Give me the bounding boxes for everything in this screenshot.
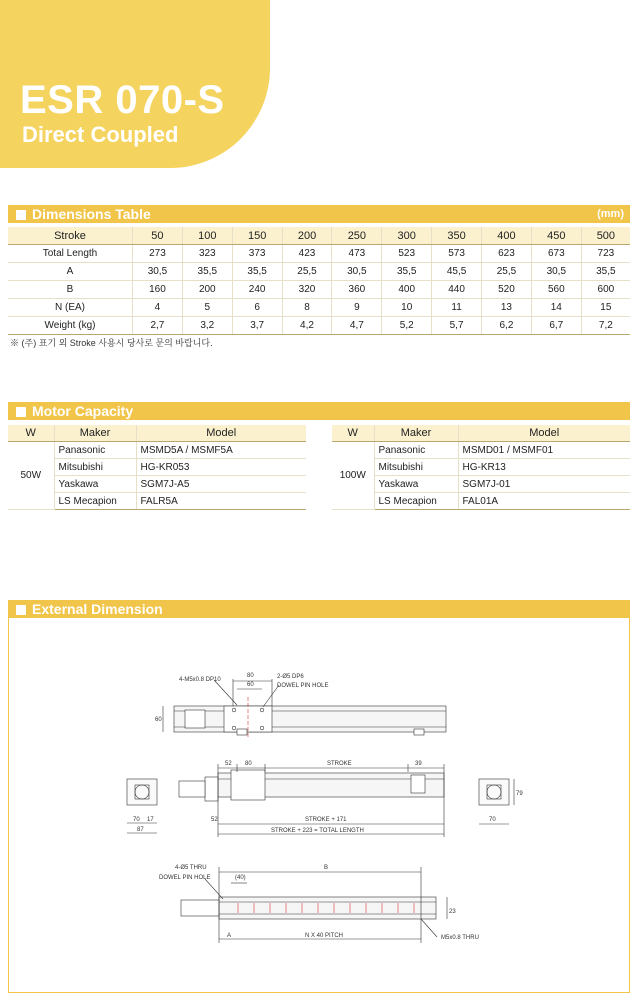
- table-row: [332, 476, 630, 493]
- dim-tap-label: 4-M5x0.8 DP10: [179, 677, 221, 683]
- dimensions-table: [8, 227, 630, 335]
- table-cell: 4,2: [282, 317, 332, 335]
- table-cell: 240: [232, 281, 282, 299]
- table-cell: 560: [531, 281, 581, 299]
- row-label: Total Length: [8, 245, 133, 263]
- table-row: [332, 442, 630, 459]
- table-cell: 160: [133, 281, 183, 299]
- dim-80-label: 80: [247, 673, 254, 679]
- table-row: [8, 442, 306, 459]
- header-stroke: Stroke: [8, 227, 133, 245]
- model-cell: MSMD01 / MSMF01: [458, 442, 630, 459]
- table-row: [8, 281, 630, 299]
- header-stroke-value: 200: [282, 227, 332, 245]
- table-cell: 523: [382, 245, 432, 263]
- dim-stroke-label: STROKE: [327, 761, 352, 767]
- table-cell: 440: [432, 281, 482, 299]
- dim-70-label: 70: [133, 817, 140, 823]
- table-cell: 473: [332, 245, 382, 263]
- col-w: W: [8, 425, 54, 442]
- dim-39-label: 39: [415, 761, 422, 767]
- dim-17-label: 17: [147, 817, 154, 823]
- dim-pitch-label: N X 40 PITCH: [305, 933, 344, 939]
- table-cell: 423: [282, 245, 332, 263]
- table-cell: 600: [581, 281, 630, 299]
- maker-cell: LS Mecapion: [54, 493, 136, 510]
- table-cell: 35,5: [581, 263, 630, 281]
- model-cell: FALR5A: [136, 493, 306, 510]
- hero-banner: [0, 0, 270, 168]
- maker-cell: Mitsubishi: [54, 459, 136, 476]
- side-view: [179, 764, 444, 837]
- dim-52b-label: 52: [211, 817, 218, 823]
- row-label: Weight (kg): [8, 317, 133, 335]
- table-cell: 25,5: [482, 263, 532, 281]
- table-cell: 35,5: [232, 263, 282, 281]
- table-cell: 673: [531, 245, 581, 263]
- dim-m5-label: M5x0.8 THRU: [441, 935, 479, 941]
- table-cell: 35,5: [382, 263, 432, 281]
- dim-40-label: (40): [235, 875, 246, 881]
- table-cell: 45,5: [432, 263, 482, 281]
- table-cell: 373: [232, 245, 282, 263]
- table-cell: 573: [432, 245, 482, 263]
- dim-h60-label: 60: [155, 717, 162, 723]
- table-cell: 25,5: [282, 263, 332, 281]
- technical-drawing: [9, 617, 629, 993]
- dim-dowel-label-2: DOWEL PIN HOLE: [277, 683, 329, 689]
- external-section-header: [8, 600, 630, 618]
- bottom-view: [181, 867, 447, 943]
- external-dimension-drawing: [8, 617, 630, 993]
- square-bullet-icon: [16, 407, 26, 417]
- dim-A-label: A: [227, 933, 232, 939]
- model-cell: FAL01A: [458, 493, 630, 510]
- dim-23-label: 23: [449, 909, 456, 915]
- product-subtitle: Direct Coupled: [22, 122, 179, 147]
- col-model: Model: [458, 425, 630, 442]
- dim-80b-label: 80: [245, 761, 252, 767]
- maker-cell: Mitsubishi: [374, 459, 458, 476]
- col-maker: Maker: [54, 425, 136, 442]
- table-cell: 13: [482, 299, 532, 317]
- dim-B-label: B: [324, 865, 329, 871]
- motor-table-50w: [8, 425, 306, 510]
- table-row: [8, 245, 630, 263]
- maker-cell: Panasonic: [54, 442, 136, 459]
- dimensions-heading: Dimensions Table: [32, 206, 151, 222]
- table-cell: 14: [531, 299, 581, 317]
- table-cell: 6: [232, 299, 282, 317]
- table-cell: 30,5: [133, 263, 183, 281]
- table-row: [8, 317, 630, 335]
- table-cell: 723: [581, 245, 630, 263]
- motor-section-header: [8, 402, 630, 420]
- table-cell: 10: [382, 299, 432, 317]
- table-cell: 360: [332, 281, 382, 299]
- table-cell: 2,7: [133, 317, 183, 335]
- maker-cell: Panasonic: [374, 442, 458, 459]
- dim-87-label: 87: [137, 827, 144, 833]
- header-stroke-value: 300: [382, 227, 432, 245]
- model-cell: HG-KR13: [458, 459, 630, 476]
- table-cell: 320: [282, 281, 332, 299]
- table-cell: 273: [133, 245, 183, 263]
- model-cell: MSMD5A / MSMF5A: [136, 442, 306, 459]
- header-stroke-value: 500: [581, 227, 630, 245]
- model-cell: HG-KR053: [136, 459, 306, 476]
- table-cell: 3,7: [232, 317, 282, 335]
- maker-cell: LS Mecapion: [374, 493, 458, 510]
- stroke-note: ※ (주) 표기 외 Stroke 사용시 당사로 문의 바랍니다.: [10, 338, 213, 348]
- table-cell: 35,5: [182, 263, 232, 281]
- table-cell: 11: [432, 299, 482, 317]
- left-end-view: [127, 779, 157, 833]
- wattage-cell: 100W: [332, 442, 374, 510]
- table-cell: 8: [282, 299, 332, 317]
- table-cell: 323: [182, 245, 232, 263]
- dim-79-label: 79: [516, 791, 523, 797]
- table-row: [8, 299, 630, 317]
- table-cell: 4: [133, 299, 183, 317]
- motor-heading: Motor Capacity: [32, 403, 134, 419]
- unit-label: (mm): [597, 208, 624, 220]
- table-row: [332, 459, 630, 476]
- header-stroke-value: 250: [332, 227, 382, 245]
- product-title: ESR 070-S: [20, 78, 225, 122]
- dim-thru-label: 4-Ø5 THRU: [175, 865, 207, 871]
- dim-stroke171-label: STROKE + 171: [305, 817, 347, 823]
- table-row: [8, 263, 630, 281]
- wattage-cell: 50W: [8, 442, 54, 510]
- maker-cell: Yaskawa: [54, 476, 136, 493]
- table-cell: 623: [482, 245, 532, 263]
- col-model: Model: [136, 425, 306, 442]
- dim-total-label: STROKE + 223 = TOTAL LENGTH: [271, 828, 364, 834]
- external-heading: External Dimension: [32, 601, 163, 617]
- col-w: W: [332, 425, 374, 442]
- row-label: B: [8, 281, 133, 299]
- maker-cell: Yaskawa: [374, 476, 458, 493]
- table-cell: 6,7: [531, 317, 581, 335]
- table-cell: 200: [182, 281, 232, 299]
- table-cell: 15: [581, 299, 630, 317]
- table-cell: 5: [182, 299, 232, 317]
- col-maker: Maker: [374, 425, 458, 442]
- table-cell: 5,2: [382, 317, 432, 335]
- dim-52-label: 52: [225, 761, 232, 767]
- motor-table-100w: [332, 425, 630, 510]
- table-cell: 4,7: [332, 317, 382, 335]
- dim-dowel-label: 2-Ø5 DP6: [277, 674, 304, 680]
- dim-70r-label: 70: [489, 817, 496, 823]
- dimensions-section-header: [8, 205, 630, 223]
- table-row: [332, 493, 630, 510]
- row-label: A: [8, 263, 133, 281]
- table-cell: 6,2: [482, 317, 532, 335]
- dimensions-header-row: [8, 227, 630, 245]
- right-end-view: [479, 779, 514, 824]
- header-stroke-value: 150: [232, 227, 282, 245]
- model-cell: SGM7J-01: [458, 476, 630, 493]
- model-cell: SGM7J-A5: [136, 476, 306, 493]
- table-cell: 30,5: [332, 263, 382, 281]
- header-stroke-value: 350: [432, 227, 482, 245]
- header-stroke-value: 400: [482, 227, 532, 245]
- table-cell: 30,5: [531, 263, 581, 281]
- square-bullet-icon: [16, 210, 26, 220]
- table-cell: 5,7: [432, 317, 482, 335]
- square-bullet-icon: [16, 605, 26, 615]
- table-cell: 3,2: [182, 317, 232, 335]
- dim-60-label: 60: [247, 682, 254, 688]
- table-cell: 520: [482, 281, 532, 299]
- row-label: N (EA): [8, 299, 133, 317]
- table-cell: 7,2: [581, 317, 630, 335]
- table-cell: 400: [382, 281, 432, 299]
- header-stroke-value: 100: [182, 227, 232, 245]
- header-stroke-value: 50: [133, 227, 183, 245]
- header-stroke-value: 450: [531, 227, 581, 245]
- dim-dowel-bottom-label: DOWEL PIN HOLE: [159, 875, 211, 881]
- table-cell: 9: [332, 299, 382, 317]
